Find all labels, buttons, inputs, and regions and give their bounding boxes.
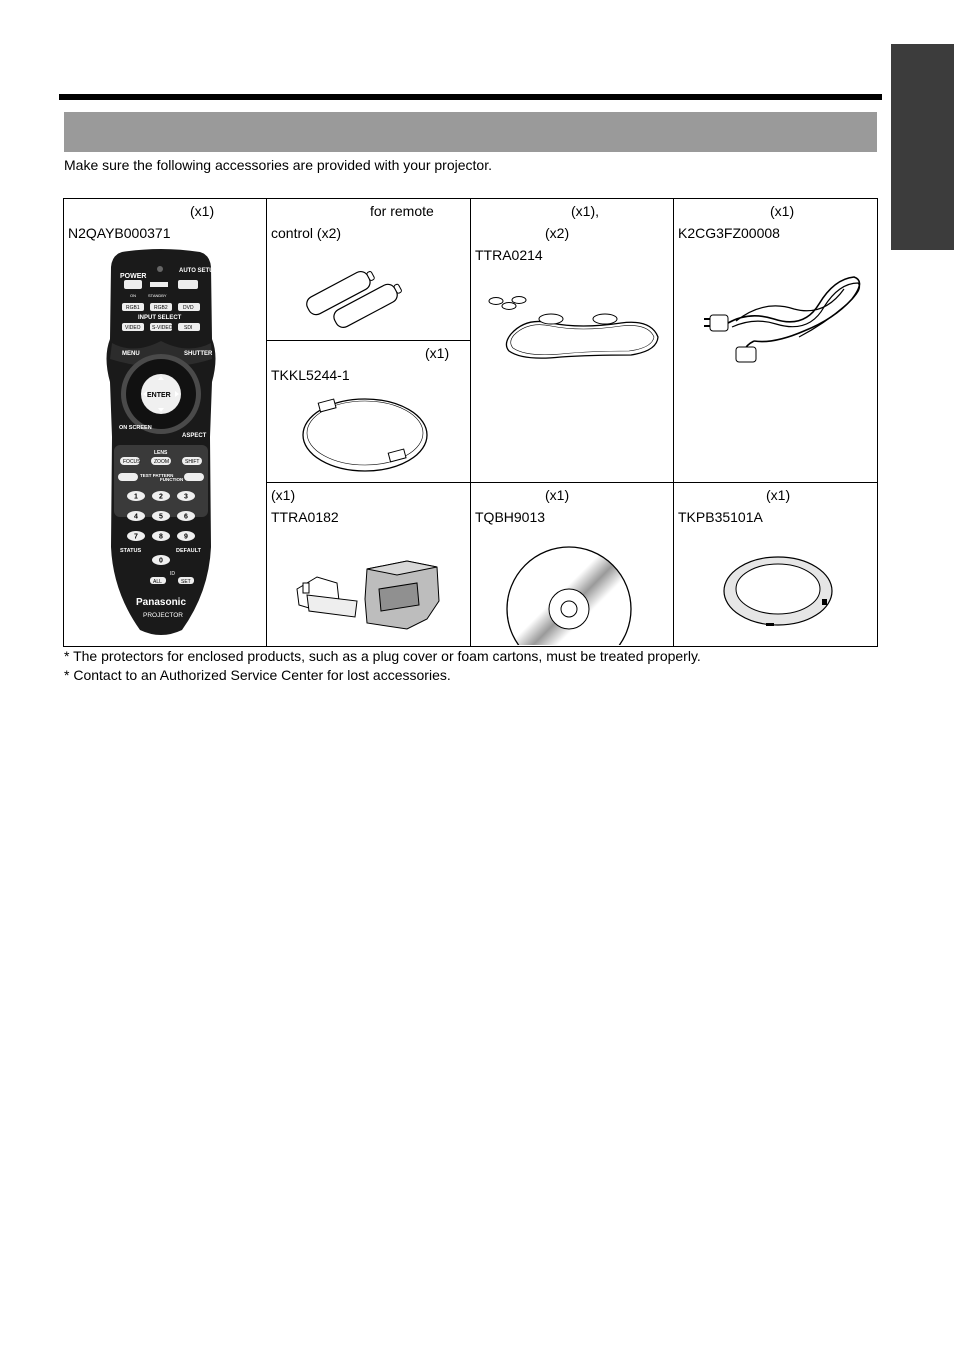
remote-key-label: 2 [159,493,163,501]
batteries-desc-line2: control (x2) [271,225,342,241]
remote-label-focus: FOCUS [123,459,141,465]
accessories-table [63,198,878,647]
lens-ring-qty: (x1) [766,487,791,503]
remote-label-set: SET [181,579,191,585]
remote-key-label: 3 [184,493,188,501]
remote-key-label: 4 [134,513,138,521]
remote-key-label: 7 [134,533,138,541]
remote-label-id: ID [170,571,175,577]
power-cord-illustration [674,259,878,369]
remote-label-zoom: ZOOM [154,459,169,465]
accessory-power-cord [674,199,878,483]
ferrite-core-illustration [471,289,674,369]
remote-product-label: PROJECTOR [143,612,183,619]
accessory-remote [64,199,267,647]
section-rule [59,94,882,100]
accessory-batteries [267,199,471,341]
note-item: * The protectors for enclosed products, such as a plug cover or foam cartons, must be treated properly. [64,648,701,664]
remote-label-menu: MENU [122,351,140,357]
accessory-cdrom [471,483,674,647]
remote-part: N2QAYB000371 [68,225,171,241]
remote-label-enter: ENTER [147,392,171,399]
accessory-ferrite-core [471,199,674,483]
lens-cap-part: TKKL5244-1 [271,367,350,383]
remote-label-aspect: ASPECT [182,433,207,439]
power-cord-qty: (x1) [770,203,795,219]
remote-label-svideo: S-VIDEO [152,325,173,331]
remote-label-rgb2: RGB2 [154,305,168,311]
ferrite-qty1: (x1), [571,203,599,219]
remote-control-illustration [64,247,267,637]
cable-clamper-illustration [267,539,471,643]
accessory-cable-clamper [267,483,471,647]
remote-label-standby: STANDBY [148,293,167,298]
lens-cap-qty: (x1) [425,345,450,361]
accessory-lens-cap [267,341,471,483]
remote-label-power: POWER [120,273,147,280]
power-cord-part: K2CG3FZ00008 [678,225,780,241]
remote-key-label: 0 [159,557,163,565]
clamper-part: TTRA0182 [271,509,339,525]
ferrite-part: TTRA0214 [475,247,543,263]
section-header-band [64,112,877,152]
remote-label-status: STATUS [120,548,142,554]
accessory-lens-mount-ring [674,483,878,647]
clamper-qty: (x1) [271,487,296,503]
intro-text: Make sure the following accessories are provided with your projector. [64,157,492,173]
batteries-illustration [267,243,471,339]
remote-label-function: FUNCTION [160,477,184,482]
lens-cap-illustration [267,389,471,481]
remote-label-shift: SHIFT [185,459,200,465]
remote-label-dvd: DVD [183,305,194,311]
batteries-desc-line1: for remote [370,203,434,219]
remote-key-label: 9 [184,533,188,541]
remote-label-default: DEFAULT [176,548,201,554]
remote-label-on-screen: ON SCREEN [119,425,152,431]
remote-label-lens: LENS [154,450,168,456]
remote-label-shutter: SHUTTER [184,351,213,357]
chapter-side-tab [891,44,954,250]
remote-qty: (x1) [190,203,215,219]
remote-label-auto-setup: AUTO SETUP [179,268,218,274]
remote-label-sdi: SDI [184,325,193,331]
remote-key-label: 5 [159,513,163,521]
cdrom-illustration [471,531,674,645]
ferrite-qty2: (x2) [545,225,570,241]
remote-label-input-select: INPUT SELECT [138,315,182,321]
remote-label-on: ON [130,293,136,298]
cdrom-part: TQBH9013 [475,509,546,525]
remote-key-label: 8 [159,533,163,541]
remote-key-label: 1 [134,493,138,501]
remote-key-label: 6 [184,513,188,521]
remote-label-test-pattern: TEST PATTERN [140,473,174,478]
lens-ring-part: TKPB35101A [678,509,763,525]
lens-mount-ring-illustration [674,539,878,643]
notes [64,647,701,685]
note-item: * Contact to an Authorized Service Center for lost accessories. [64,667,451,683]
cdrom-qty: (x1) [545,487,570,503]
remote-label-video: VIDEO [125,325,141,331]
remote-brand-logo: Panasonic [136,597,187,608]
remote-label-rgb1: RGB1 [126,305,140,311]
remote-label-all: ALL [153,579,162,585]
